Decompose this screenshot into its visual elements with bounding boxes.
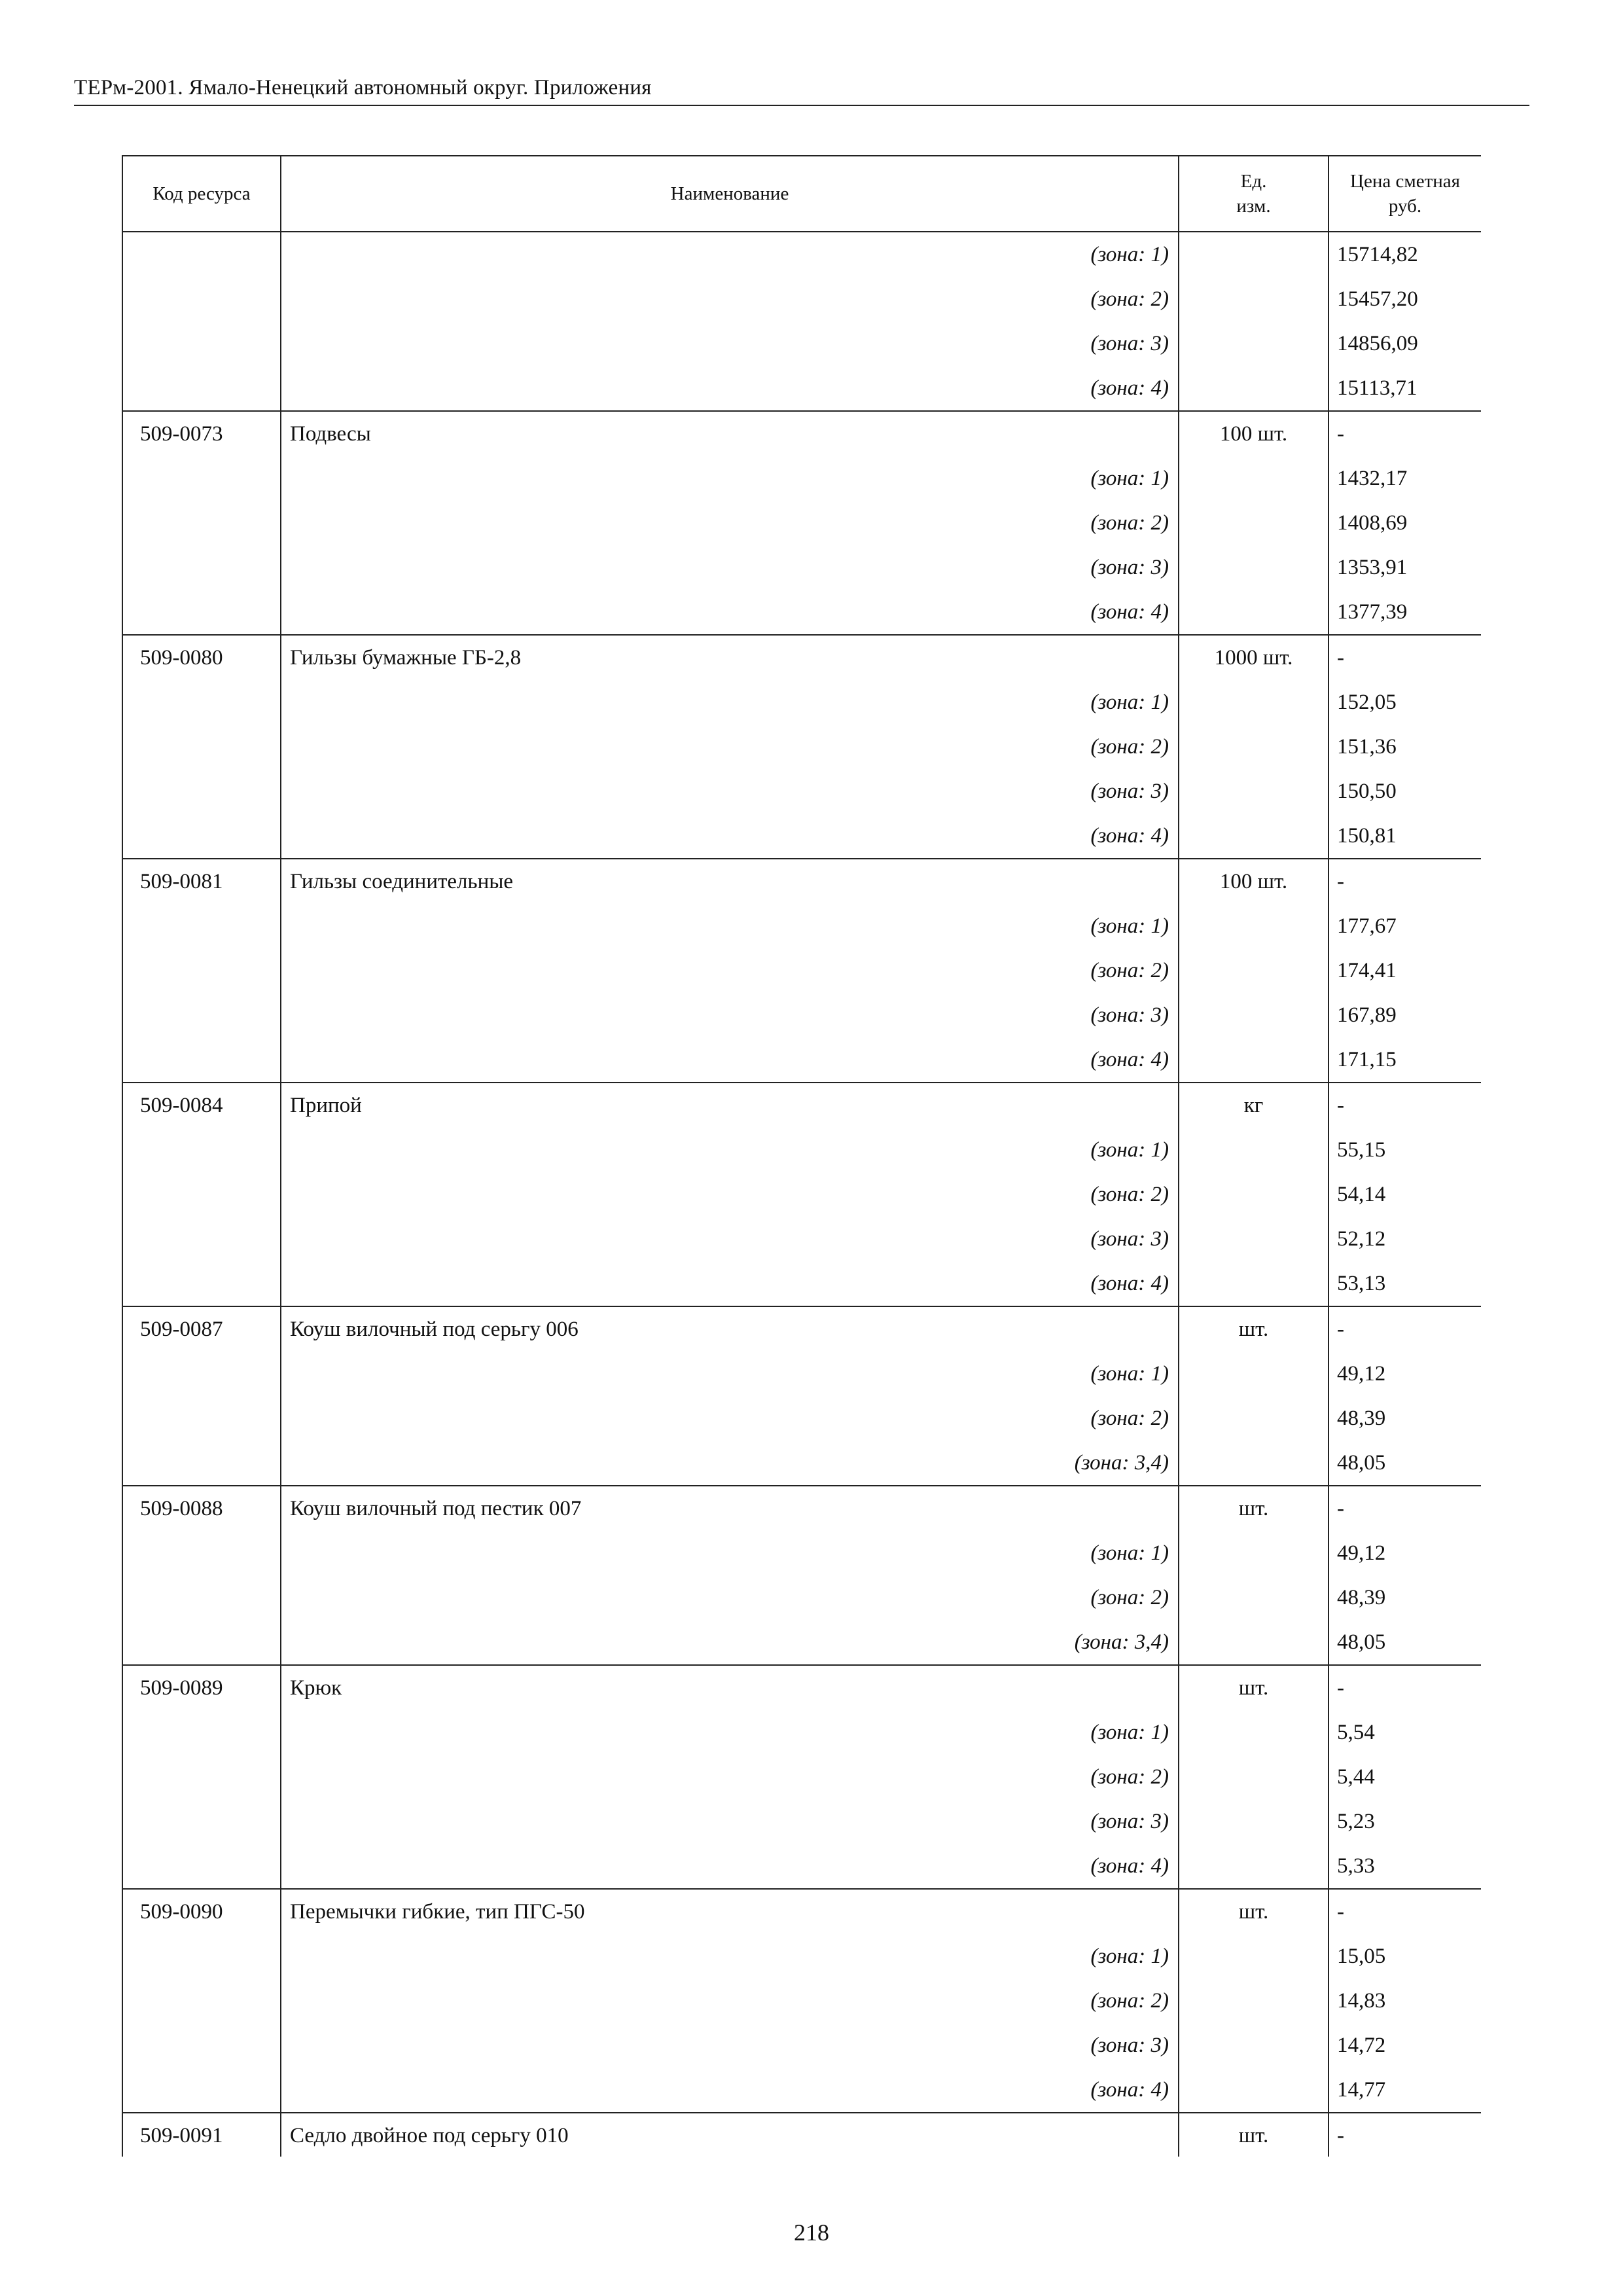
resource-unit: кг: [1179, 1083, 1329, 1128]
zone-price-row: [122, 277, 1481, 321]
zone-code-cell: [122, 904, 281, 948]
zone-code-cell: [122, 1441, 281, 1486]
zone-price: 14,83: [1329, 1979, 1481, 2023]
zone-price: 5,33: [1329, 1844, 1481, 1889]
zone-label: (зона: 4): [281, 366, 1179, 411]
zone-code-cell: [122, 1261, 281, 1306]
zone-price-row: [122, 725, 1481, 769]
column-header-price-line2: руб.: [1388, 196, 1422, 217]
zone-price-row: [122, 1934, 1481, 1979]
resource-row: [122, 1306, 1481, 1352]
column-header-unit-line2: изм.: [1236, 196, 1271, 217]
zone-price: 48,39: [1329, 1575, 1481, 1620]
resource-unit: 1000 шт.: [1179, 635, 1329, 680]
zone-price: 1408,69: [1329, 501, 1481, 545]
resource-row: [122, 1486, 1481, 1531]
zone-unit-cell: [1179, 1172, 1329, 1217]
resource-name: Седло двойное под серьгу 010: [281, 2113, 1179, 2157]
resource-name: Крюк: [281, 1665, 1179, 1710]
zone-label: (зона: 3,4): [281, 1620, 1179, 1665]
zone-code-cell: [122, 321, 281, 366]
zone-label: (зона: 3): [281, 2023, 1179, 2068]
zone-label: (зона: 3,4): [281, 1441, 1179, 1486]
zone-code-cell: [122, 1620, 281, 1665]
zone-price: 5,23: [1329, 1799, 1481, 1844]
zone-code-cell: [122, 1575, 281, 1620]
zone-code-cell: [122, 456, 281, 501]
zone-code-cell: [122, 680, 281, 725]
zone-label: (зона: 1): [281, 680, 1179, 725]
zone-label: (зона: 1): [281, 1934, 1179, 1979]
zone-label: (зона: 3): [281, 993, 1179, 1037]
header-rule: [74, 105, 1529, 106]
resource-row: [122, 635, 1481, 680]
zone-unit-cell: [1179, 1710, 1329, 1755]
zone-code-cell: [122, 1172, 281, 1217]
zone-price: 152,05: [1329, 680, 1481, 725]
zone-label: (зона: 2): [281, 725, 1179, 769]
zone-price: 15714,82: [1329, 232, 1481, 277]
zone-price-row: [122, 1755, 1481, 1799]
zone-price: 55,15: [1329, 1128, 1481, 1172]
resource-base-price: -: [1329, 859, 1481, 904]
zone-price: 49,12: [1329, 1352, 1481, 1396]
resource-row: [122, 1083, 1481, 1128]
zone-unit-cell: [1179, 814, 1329, 859]
zone-unit-cell: [1179, 1575, 1329, 1620]
running-header: ТЕРм-2001. Ямало-Ненецкий автономный округ. Приложения: [74, 76, 652, 99]
resource-code: 509-0084: [122, 1083, 281, 1128]
zone-label: (зона: 4): [281, 2068, 1179, 2113]
resource-unit: шт.: [1179, 1665, 1329, 1710]
resource-base-price: -: [1329, 411, 1481, 456]
zone-label: (зона: 4): [281, 1844, 1179, 1889]
resource-code: 509-0080: [122, 635, 281, 680]
zone-unit-cell: [1179, 277, 1329, 321]
zone-price-row: [122, 1531, 1481, 1575]
zone-price-row: [122, 2023, 1481, 2068]
zone-code-cell: [122, 501, 281, 545]
column-header-unit-line1: Ед.: [1240, 171, 1267, 192]
resource-code: 509-0091: [122, 2113, 281, 2157]
page-number: 218: [794, 2219, 829, 2246]
resource-code: 509-0090: [122, 1889, 281, 1934]
resource-name: Припой: [281, 1083, 1179, 1128]
zone-unit-cell: [1179, 948, 1329, 993]
zone-label: (зона: 1): [281, 1352, 1179, 1396]
zone-unit-cell: [1179, 2023, 1329, 2068]
zone-unit-cell: [1179, 725, 1329, 769]
zone-unit-cell: [1179, 1755, 1329, 1799]
resource-code: 509-0089: [122, 1665, 281, 1710]
zone-label: (зона: 3): [281, 545, 1179, 590]
column-header-code: Код ресурса: [122, 156, 281, 232]
resource-unit: 100 шт.: [1179, 859, 1329, 904]
zone-price: 150,50: [1329, 769, 1481, 814]
zone-code-cell: [122, 1844, 281, 1889]
zone-unit-cell: [1179, 501, 1329, 545]
resource-name: Подвесы: [281, 411, 1179, 456]
zone-label: (зона: 4): [281, 1261, 1179, 1306]
zone-price: 15,05: [1329, 1934, 1481, 1979]
resource-base-price: -: [1329, 1889, 1481, 1934]
resource-unit: 100 шт.: [1179, 411, 1329, 456]
zone-code-cell: [122, 948, 281, 993]
zone-code-cell: [122, 993, 281, 1037]
zone-label: (зона: 3): [281, 321, 1179, 366]
resource-name: Гильзы бумажные ГБ-2,8: [281, 635, 1179, 680]
zone-price-row: [122, 456, 1481, 501]
zone-price-row: [122, 680, 1481, 725]
zone-label: (зона: 2): [281, 1979, 1179, 2023]
zone-code-cell: [122, 1979, 281, 2023]
resource-code: 509-0088: [122, 1486, 281, 1531]
zone-price: 49,12: [1329, 1531, 1481, 1575]
zone-price-row: [122, 769, 1481, 814]
resource-name: Коуш вилочный под серьгу 006: [281, 1306, 1179, 1352]
zone-unit-cell: [1179, 680, 1329, 725]
zone-price: 1353,91: [1329, 545, 1481, 590]
zone-unit-cell: [1179, 993, 1329, 1037]
zone-label: (зона: 1): [281, 456, 1179, 501]
zone-code-cell: [122, 1217, 281, 1261]
resource-code: 509-0087: [122, 1306, 281, 1352]
zone-code-cell: [122, 1799, 281, 1844]
zone-price-row: [122, 1172, 1481, 1217]
price-table-container: [122, 155, 1481, 2157]
zone-label: (зона: 2): [281, 1172, 1179, 1217]
zone-unit-cell: [1179, 1037, 1329, 1083]
zone-price: 174,41: [1329, 948, 1481, 993]
zone-unit-cell: [1179, 545, 1329, 590]
zone-price-row: [122, 993, 1481, 1037]
resource-name: Гильзы соединительные: [281, 859, 1179, 904]
zone-label: (зона: 2): [281, 948, 1179, 993]
zone-price-row: [122, 1217, 1481, 1261]
zone-code-cell: [122, 545, 281, 590]
zone-label: (зона: 4): [281, 590, 1179, 635]
zone-unit-cell: [1179, 1352, 1329, 1396]
zone-price-row: [122, 1261, 1481, 1306]
zone-price-row: [122, 1037, 1481, 1083]
resource-unit: шт.: [1179, 1306, 1329, 1352]
column-header-price-line1: Цена сметная: [1350, 171, 1460, 192]
resource-code: 509-0081: [122, 859, 281, 904]
zone-price: 14,77: [1329, 2068, 1481, 2113]
resource-unit: шт.: [1179, 1889, 1329, 1934]
zone-price-row: [122, 1441, 1481, 1486]
zone-price-row: [122, 1799, 1481, 1844]
zone-unit-cell: [1179, 1531, 1329, 1575]
zone-code-cell: [122, 2068, 281, 2113]
zone-price-row: [122, 2068, 1481, 2113]
zone-price-row: [122, 366, 1481, 411]
zone-code-cell: [122, 590, 281, 635]
zone-code-cell: [122, 366, 281, 411]
zone-price-row: [122, 545, 1481, 590]
zone-price-row: [122, 1710, 1481, 1755]
zone-unit-cell: [1179, 1128, 1329, 1172]
zone-unit-cell: [1179, 1844, 1329, 1889]
zone-price: 151,36: [1329, 725, 1481, 769]
resource-row: [122, 411, 1481, 456]
zone-price: 5,44: [1329, 1755, 1481, 1799]
zone-label: (зона: 3): [281, 769, 1179, 814]
zone-code-cell: [122, 1710, 281, 1755]
zone-unit-cell: [1179, 321, 1329, 366]
resource-base-price: -: [1329, 1486, 1481, 1531]
zone-price: 48,05: [1329, 1441, 1481, 1486]
table-body: [122, 232, 1481, 2157]
zone-price-row: [122, 232, 1481, 277]
zone-price: 48,05: [1329, 1620, 1481, 1665]
zone-label: (зона: 1): [281, 1128, 1179, 1172]
zone-code-cell: [122, 1128, 281, 1172]
resource-unit: шт.: [1179, 2113, 1329, 2157]
zone-code-cell: [122, 1352, 281, 1396]
zone-unit-cell: [1179, 1261, 1329, 1306]
zone-price-row: [122, 814, 1481, 859]
zone-unit-cell: [1179, 1217, 1329, 1261]
zone-code-cell: [122, 1531, 281, 1575]
column-header-name: Наименование: [281, 156, 1179, 232]
zone-price-row: [122, 590, 1481, 635]
resource-row: [122, 1889, 1481, 1934]
resource-name: Перемычки гибкие, тип ПГС-50: [281, 1889, 1179, 1934]
zone-label: (зона: 4): [281, 814, 1179, 859]
resource-row: [122, 859, 1481, 904]
zone-price-row: [122, 1352, 1481, 1396]
zone-label: (зона: 3): [281, 1799, 1179, 1844]
zone-label: (зона: 4): [281, 1037, 1179, 1083]
zone-unit-cell: [1179, 1799, 1329, 1844]
zone-unit-cell: [1179, 1934, 1329, 1979]
zone-code-cell: [122, 769, 281, 814]
zone-label: (зона: 2): [281, 1755, 1179, 1799]
resource-base-price: -: [1329, 1665, 1481, 1710]
zone-price-row: [122, 501, 1481, 545]
zone-label: (зона: 3): [281, 1217, 1179, 1261]
price-table: [122, 155, 1481, 2157]
zone-price: 52,12: [1329, 1217, 1481, 1261]
column-header-unit: [1179, 156, 1329, 232]
zone-unit-cell: [1179, 2068, 1329, 2113]
zone-unit-cell: [1179, 1441, 1329, 1486]
resource-base-price: -: [1329, 2113, 1481, 2157]
zone-price: 14856,09: [1329, 321, 1481, 366]
zone-price-row: [122, 1620, 1481, 1665]
zone-price-row: [122, 904, 1481, 948]
table-header: [122, 156, 1481, 232]
zone-unit-cell: [1179, 1396, 1329, 1441]
zone-price: 48,39: [1329, 1396, 1481, 1441]
zone-price-row: [122, 1575, 1481, 1620]
zone-price: 1377,39: [1329, 590, 1481, 635]
zone-price: 171,15: [1329, 1037, 1481, 1083]
zone-label: (зона: 2): [281, 501, 1179, 545]
zone-price-row: [122, 321, 1481, 366]
zone-code-cell: [122, 814, 281, 859]
zone-price: 53,13: [1329, 1261, 1481, 1306]
zone-price-row: [122, 1396, 1481, 1441]
zone-unit-cell: [1179, 1979, 1329, 2023]
zone-label: (зона: 1): [281, 1710, 1179, 1755]
resource-unit: шт.: [1179, 1486, 1329, 1531]
zone-unit-cell: [1179, 590, 1329, 635]
zone-price: 5,54: [1329, 1710, 1481, 1755]
zone-unit-cell: [1179, 904, 1329, 948]
zone-unit-cell: [1179, 1620, 1329, 1665]
zone-price: 167,89: [1329, 993, 1481, 1037]
resource-row: [122, 1665, 1481, 1710]
column-header-price: [1329, 156, 1481, 232]
zone-price: 1432,17: [1329, 456, 1481, 501]
zone-price-row: [122, 1979, 1481, 2023]
zone-unit-cell: [1179, 456, 1329, 501]
resource-base-price: -: [1329, 1083, 1481, 1128]
zone-price: 150,81: [1329, 814, 1481, 859]
zone-code-cell: [122, 232, 281, 277]
resource-code: 509-0073: [122, 411, 281, 456]
resource-base-price: -: [1329, 635, 1481, 680]
resource-base-price: -: [1329, 1306, 1481, 1352]
zone-price: 177,67: [1329, 904, 1481, 948]
zone-label: (зона: 1): [281, 232, 1179, 277]
zone-code-cell: [122, 1755, 281, 1799]
resource-name: Коуш вилочный под пестик 007: [281, 1486, 1179, 1531]
zone-price: 15457,20: [1329, 277, 1481, 321]
resource-row: [122, 2113, 1481, 2157]
zone-unit-cell: [1179, 366, 1329, 411]
zone-code-cell: [122, 1934, 281, 1979]
zone-price-row: [122, 1128, 1481, 1172]
zone-price-row: [122, 1844, 1481, 1889]
zone-code-cell: [122, 2023, 281, 2068]
zone-label: (зона: 2): [281, 1396, 1179, 1441]
zone-price: 15113,71: [1329, 366, 1481, 411]
zone-unit-cell: [1179, 769, 1329, 814]
zone-label: (зона: 1): [281, 1531, 1179, 1575]
zone-price: 54,14: [1329, 1172, 1481, 1217]
zone-label: (зона: 2): [281, 1575, 1179, 1620]
zone-price-row: [122, 948, 1481, 993]
zone-unit-cell: [1179, 232, 1329, 277]
zone-label: (зона: 2): [281, 277, 1179, 321]
zone-code-cell: [122, 1396, 281, 1441]
zone-price: 14,72: [1329, 2023, 1481, 2068]
zone-label: (зона: 1): [281, 904, 1179, 948]
zone-code-cell: [122, 725, 281, 769]
zone-code-cell: [122, 277, 281, 321]
zone-code-cell: [122, 1037, 281, 1083]
